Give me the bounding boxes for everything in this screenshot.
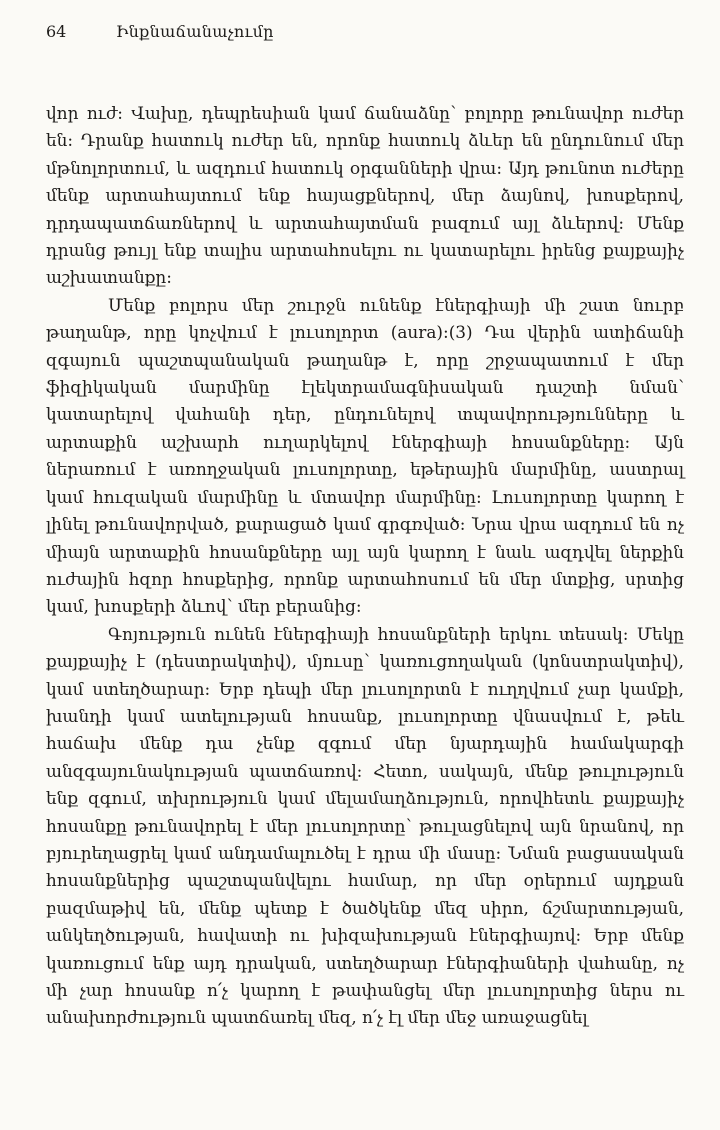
paragraph-2: Մենք բոլորս մեր շուրջն ունենք էներգիայի մի շատ նուրբ թաղանթ, որը կոչվում է լուսոլորտ (aura):(3) Դա վերին ատիճանի զգայուն պաշտպանական թաղանթ է, որը շրջապատում է մեր ֆիզիկական մարմինը էլեկտրամագնիսական դաշտի նման՝ կատարելով վահանի դեր, ընդունելով տպավորությունները և արտաքին աշխարհ ուղարկելով էներգիայի հոսանքները: Այն ներառում է առողջական լուսոլորտը, եթերային մարմինը, աստրալ կամ հուզական մարմինը և մտավոր մարմինը: Լուսոլորտը կարող է լինել թունավորված, քարացած կամ գրգռված: Նրա վրա ազդում են ոչ միայն արտաքին հոսանքները այլ այն կարող է նաև ազդվել ներքին ուժային հզոր հոսքերից, որոնք արտահոսում են մեր մտքից, սրտից կամ, խոսքերի ձևով՝ մեր բերանից:: [46, 294, 684, 617]
body-text: [46, 100, 684, 1032]
page-number: 64: [46, 22, 67, 41]
book-title: Ինքնաճանաչումը: [116, 22, 274, 41]
paragraph-3: Գոյություն ունեն էներգիայի հոսանքների երկու տեսակ: Մեկը քայքայիչ է (դեստրակտիվ), մյուսը՝ կառուցողական (կոնստրակտիվ), կամ ստեղծարար: Երբ դեպի մեր լուսոլորտն է ուղղվում չար կամքի, խանդի կամ ատելության հոսանք, լուսոլորտը վնասվում է, թեև հաճախ մենք դա չենք զգում մեր նյարդային համակարգի անզգայունակության պատճառով: Հետո, սակայն, մենք թուլություն ենք զգում, տխրություն կամ մելամաղձություն, որովհետև քայքայիչ հոսանքը թունավորել է մեր լուսոլորտը՝ թուլացնելով այն նրանով, որ բյուրեղացրել կամ անդամալուծել է դրա մի մասը: Նման բացասական հոսանքներից պաշտպանվելու համար, որ մեր օրերում այդքան բազմաթիվ են, մենք պետք է ծածկենք մեզ սիրո, ճշմարտության, անկեղծության, հավատի ու խիզախության էներգիայով: Երբ մենք կառուցում ենք այդ դրական, ստեղծարար էներգիաների վահանը, ոչ մի չար հոսանք ո՛չ կարող է թափանցել մեր լուսոլորտից ներս ու անախորժություն պատճառել մեզ, ո՛չ էլ մեր մեջ առաջացնել: [46, 623, 684, 1028]
running-head: [46, 22, 684, 58]
paragraph-1: վոր ուժ: Վախը, դեպրեսիան կամ ճանաձնը՝ բոլորը թունավոր ուժեր են: Դրանք հատուկ ուժեր են, որոնք հատուկ ձևեր են ընդունում մեր մթնոլորտում, և ազդում հատուկ օրգանների վրա: Այդ թունոտ ուժերը մենք արտահայտում ենք հայացքներով, մեր ձայնով, խոսքերով, դրդապատճառներով և արտահայտման բազում այլ ձևերով: Մենք դրանց թույլ ենք տալիս արտահոսելու ու կատարելու իրենց քայքայիչ աշխատանքը:: [46, 103, 684, 288]
